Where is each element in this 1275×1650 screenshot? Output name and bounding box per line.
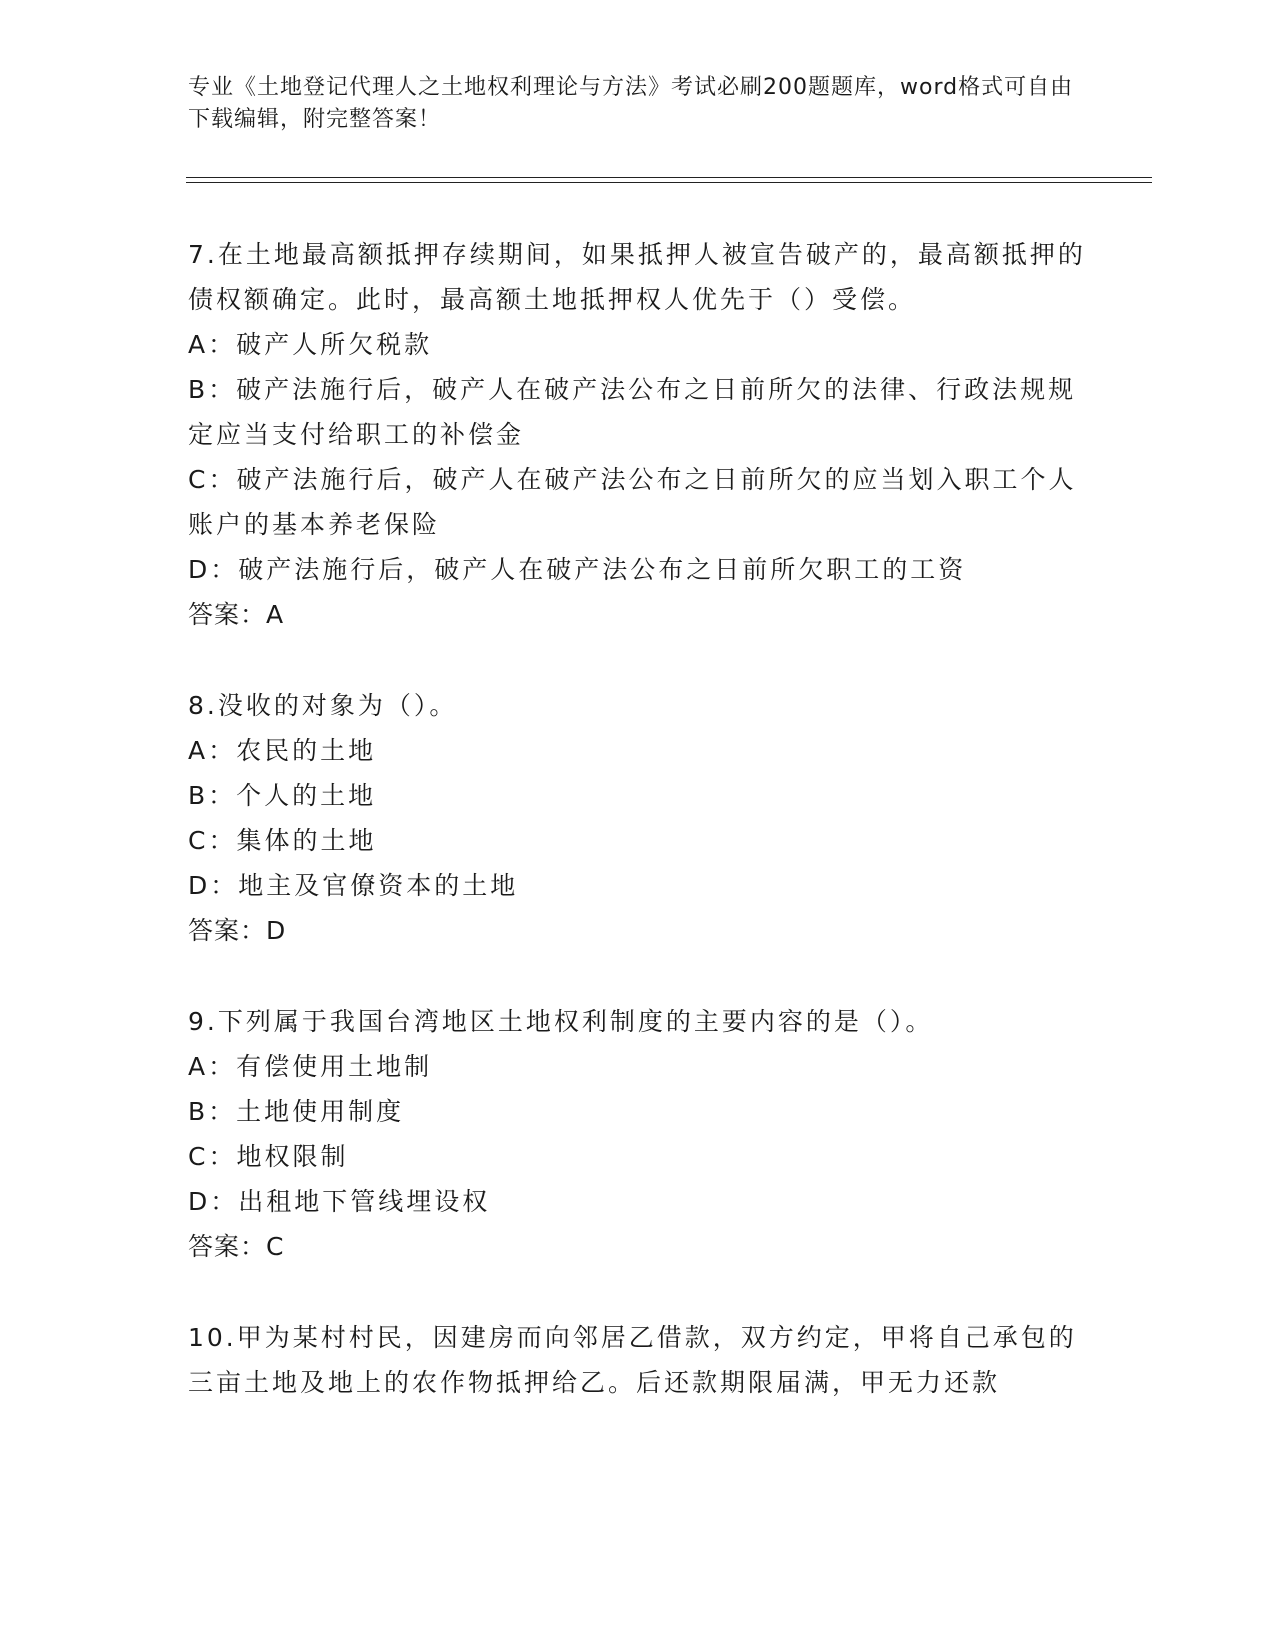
option-a: A：农民的土地 [188,736,377,765]
question-text: 9.下列属于我国台湾地区土地权利制度的主要内容的是（）。 [188,1007,934,1036]
question-text: 8.没收的对象为（）。 [188,691,458,720]
answer: 答案：C [188,1232,285,1261]
option-b: B：土地使用制度 [188,1097,405,1126]
header-rule-bottom [186,182,1152,183]
header-rule-top [186,177,1152,178]
page-header: 专业《土地登记代理人之土地权利理论与方法》考试必刷200题题库，word格式可自由下载编辑，附完整答案！ [188,75,1074,132]
question-10 [188,1315,1088,1405]
option-b: B：破产法施行后，破产人在破产法公布之日前所欠的法律、行政法规规定应当支付给职工的补偿金 [188,375,1077,449]
option-d: D：出租地下管线埋设权 [188,1187,491,1216]
answer: 答案：D [188,916,287,945]
option-b: B：个人的土地 [188,781,377,810]
question-text: 7.在土地最高额抵押存续期间，如果抵押人被宣告破产的，最高额抵押的债权额确定。此时，最高额土地抵押权人优先于（）受偿。 [188,240,1086,314]
option-a: A：破产人所欠税款 [188,330,433,359]
option-c: C：地权限制 [188,1142,349,1171]
option-d: D：破产法施行后，破产人在破产法公布之日前所欠职工的工资 [188,555,967,584]
option-a: A：有偿使用土地制 [188,1052,433,1081]
answer: 答案：A [188,600,285,629]
question-8 [188,683,1088,953]
question-text: 10.甲为某村村民，因建房而向邻居乙借款，双方约定，甲将自己承包的三亩土地及地上的农作物抵押给乙。后还款期限届满，甲无力还款 [188,1323,1077,1397]
option-d: D：地主及官僚资本的土地 [188,871,519,900]
question-list [188,232,1088,1451]
option-c: C：集体的土地 [188,826,377,855]
option-c: C：破产法施行后，破产人在破产法公布之日前所欠的应当划入职工个人账户的基本养老保险 [188,465,1077,539]
question-7 [188,232,1088,637]
question-9 [188,999,1088,1269]
